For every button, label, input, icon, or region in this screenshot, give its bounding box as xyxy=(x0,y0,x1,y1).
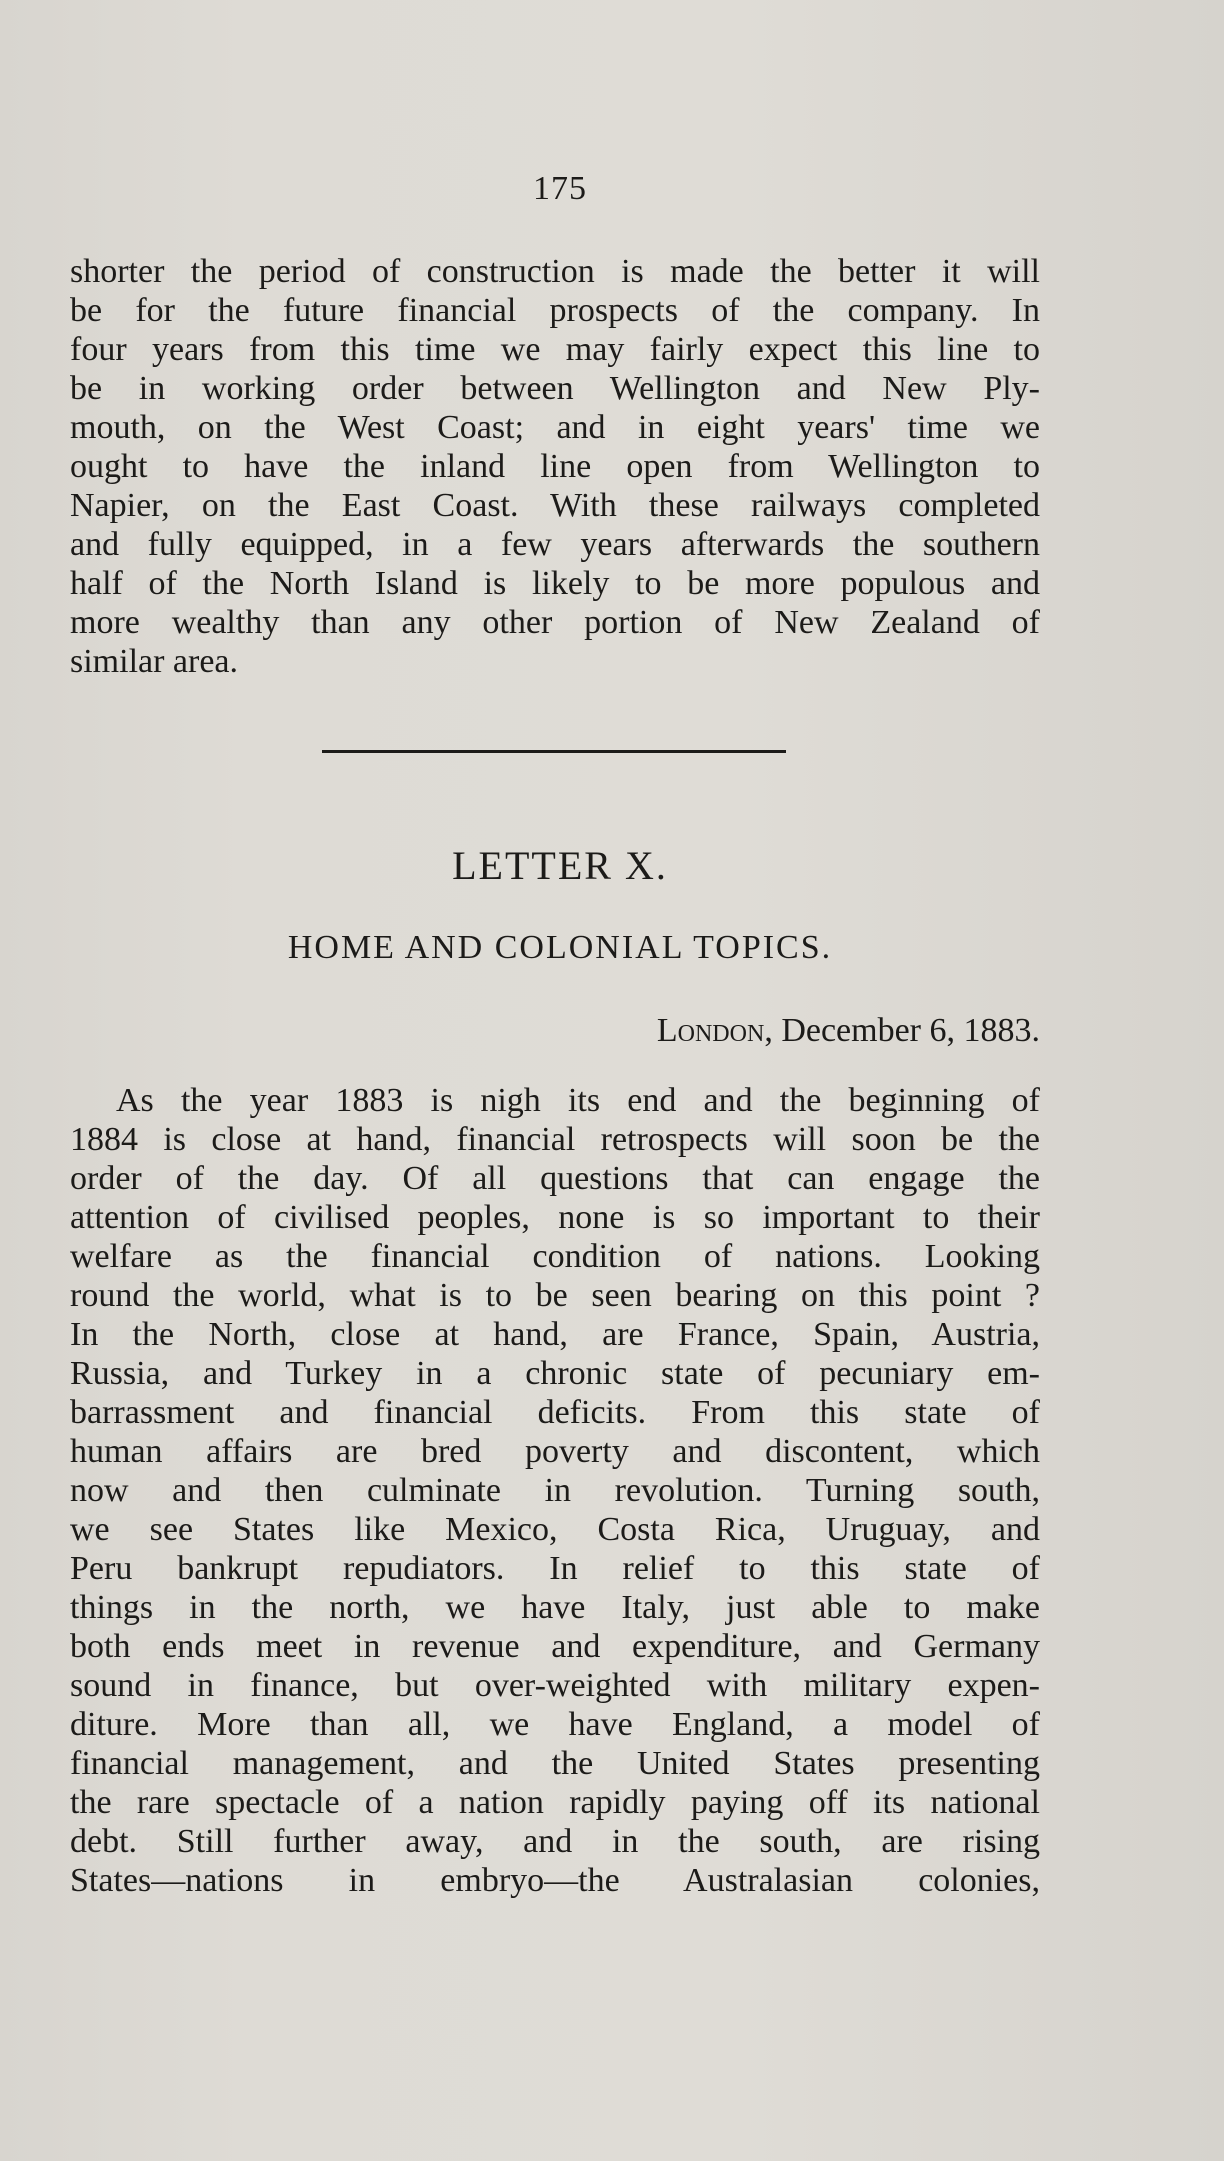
text-line: half of the North Island is likely to be more populous and xyxy=(70,565,1040,602)
letter-subheading: HOME AND COLONIAL TOPICS. xyxy=(287,929,833,966)
text-line: In the North, close at hand, are France, Spain, Austria, xyxy=(70,1316,1040,1353)
text-line: be in working order between Wellington and New Ply- xyxy=(70,370,1040,407)
text-line: and fully equipped, in a few years afterwards the southern xyxy=(70,526,1040,563)
text-line: the rare spectacle of a nation rapidly paying off its national xyxy=(70,1784,1040,1821)
text-line: similar area. xyxy=(70,643,239,680)
text-line: human affairs are bred poverty and discontent, which xyxy=(70,1433,1040,1470)
text-line: diture. More than all, we have England, a model of xyxy=(70,1706,1040,1743)
section-divider xyxy=(322,750,786,753)
text-line: things in the north, we have Italy, just able to make xyxy=(70,1589,1040,1626)
text-line: shorter the period of construction is made the better it will xyxy=(70,253,1040,290)
text-line: round the world, what is to be seen bearing on this point ? xyxy=(70,1277,1040,1314)
text-line: Peru bankrupt repudiators. In relief to this state of xyxy=(70,1550,1040,1587)
text-line: sound in finance, but over-weighted with military expen- xyxy=(70,1667,1040,1704)
text-line: States—nations in embryo—the Australasian colonies, xyxy=(70,1862,1040,1899)
text-line: four years from this time we may fairly expect this line to xyxy=(70,331,1040,368)
text-line: now and then culminate in revolution. Turning south, xyxy=(70,1472,1040,1509)
letter-heading: LETTER X. xyxy=(452,843,668,888)
text-line: welfare as the financial condition of nations. Looking xyxy=(70,1238,1040,1275)
text-line: we see States like Mexico, Costa Rica, Uruguay, and xyxy=(70,1511,1040,1548)
text-line: attention of civilised peoples, none is so important to their xyxy=(70,1199,1040,1236)
text-line: 1884 is close at hand, financial retrospects will soon be the xyxy=(70,1121,1040,1158)
text-line: order of the day. Of all questions that can engage the xyxy=(70,1160,1040,1197)
text-line: As the year 1883 is nigh its end and the beginning of xyxy=(116,1082,1040,1119)
text-line: both ends meet in revenue and expenditure, and Germany xyxy=(70,1628,1040,1665)
text-line: ought to have the inland line open from Wellington to xyxy=(70,448,1040,485)
text-line: more wealthy than any other portion of New Zealand of xyxy=(70,604,1040,641)
page-number: 175 xyxy=(533,170,587,207)
dateline: London, December 6, 1883. xyxy=(656,1012,1040,1049)
text-line: debt. Still further away, and in the south, are rising xyxy=(70,1823,1040,1860)
text-line: financial management, and the United States presenting xyxy=(70,1745,1040,1782)
text-line: barrassment and financial deficits. From this state of xyxy=(70,1394,1040,1431)
dateline-date: December 6, 1883. xyxy=(781,1012,1040,1049)
text-line: mouth, on the West Coast; and in eight years' time we xyxy=(70,409,1040,446)
text-line: Russia, and Turkey in a chronic state of pecuniary em- xyxy=(70,1355,1040,1392)
text-line: be for the future financial prospects of the company. In xyxy=(70,292,1040,329)
dateline-place: London xyxy=(656,1012,765,1049)
text-line: Napier, on the East Coast. With these railways completed xyxy=(70,487,1040,524)
